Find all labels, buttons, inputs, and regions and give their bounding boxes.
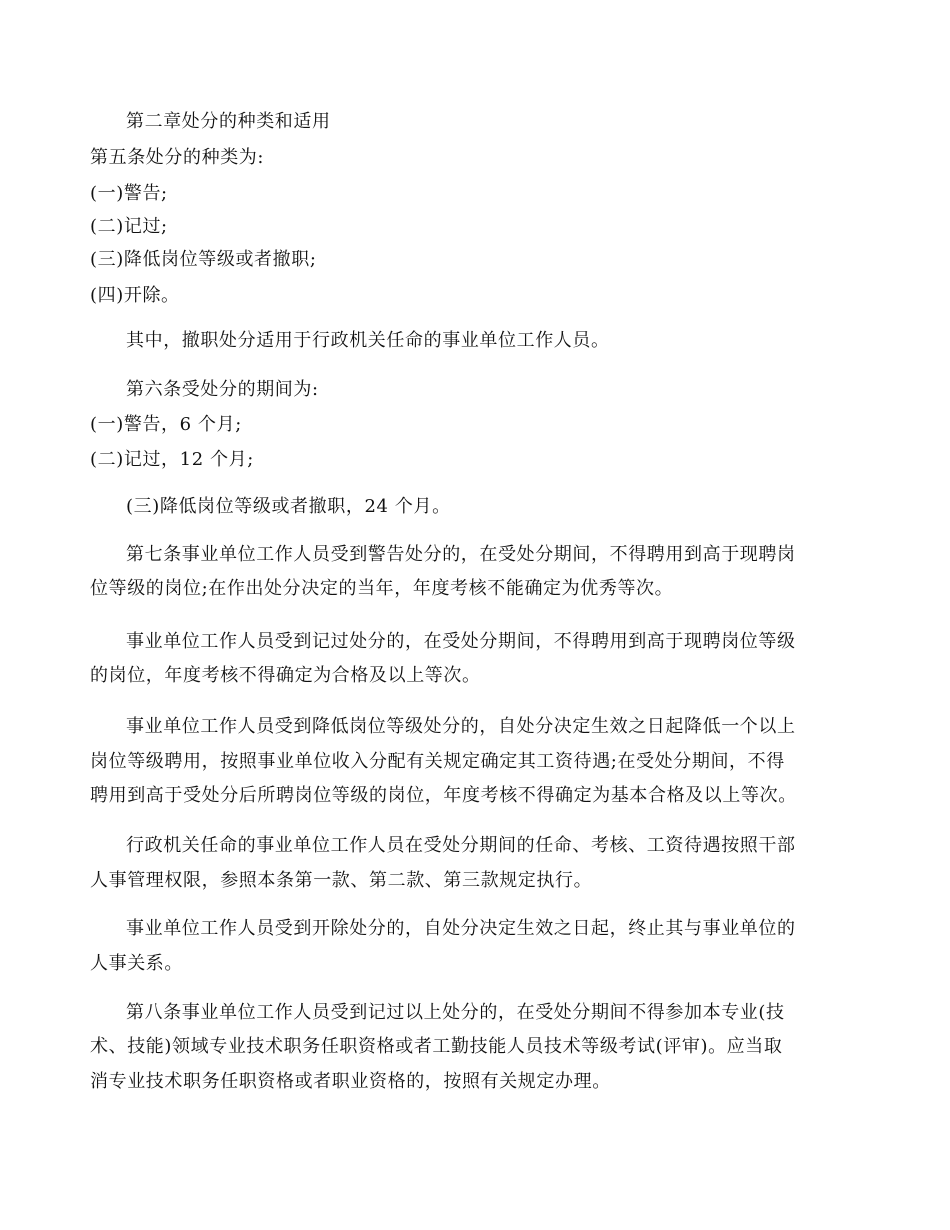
list-item: (三)降低岗位等级或者撤职; bbox=[90, 249, 317, 270]
paragraph-line: 术、技能)领域专业技术职务任职资格或者工勤技能人员技术等级考试(评审)。应当取 bbox=[90, 1036, 783, 1057]
chapter-heading: 第二章处分的种类和适用 bbox=[126, 111, 331, 132]
list-item: (四)开除。 bbox=[90, 285, 180, 306]
paragraph: 其中，撤职处分适用于行政机关任命的事业单位工作人员。 bbox=[126, 330, 610, 351]
paragraph-line: 事业单位工作人员受到记过处分的，在受处分期间，不得聘用到高于现聘岗位等级 bbox=[126, 631, 796, 652]
article-6-heading: 第六条受处分的期间为: bbox=[126, 379, 319, 400]
paragraph-line: 第八条事业单位工作人员受到记过以上处分的，在受处分期间不得参加本专业(技 bbox=[126, 1002, 785, 1023]
list-item: (一)警告，6 个月; bbox=[90, 414, 242, 435]
list-item: (三)降低岗位等级或者撤职，24 个月。 bbox=[126, 496, 451, 517]
paragraph-line: 人事管理权限，参照本条第一款、第二款、第三款规定执行。 bbox=[90, 870, 593, 891]
paragraph-line: 消专业技术职务任职资格或者职业资格的，按照有关规定办理。 bbox=[90, 1071, 611, 1092]
paragraph-line: 人事关系。 bbox=[90, 953, 183, 974]
paragraph-line: 第七条事业单位工作人员受到警告处分的，在受处分期间，不得聘用到高于现聘岗 bbox=[126, 544, 796, 565]
paragraph-line: 岗位等级聘用，按照事业单位收入分配有关规定确定其工资待遇;在受处分期间，不得 bbox=[90, 751, 785, 772]
list-item: (二)记过; bbox=[90, 216, 168, 237]
paragraph-line: 聘用到高于受处分后所聘岗位等级的岗位，年度考核不得确定为基本合格及以上等次。 bbox=[90, 785, 797, 806]
paragraph-line: 的岗位，年度考核不得确定为合格及以上等次。 bbox=[90, 665, 481, 686]
paragraph-line: 位等级的岗位;在作出处分决定的当年，年度考核不能确定为优秀等次。 bbox=[90, 578, 674, 599]
paragraph-line: 事业单位工作人员受到降低岗位等级处分的，自处分决定生效之日起降低一个以上 bbox=[126, 716, 796, 737]
paragraph-line: 行政机关任命的事业单位工作人员在受处分期间的任命、考核、工资待遇按照干部 bbox=[126, 835, 796, 856]
list-item: (二)记过，12 个月; bbox=[90, 449, 254, 470]
list-item: (一)警告; bbox=[90, 183, 168, 204]
article-5-heading: 第五条处分的种类为: bbox=[90, 147, 265, 168]
paragraph-line: 事业单位工作人员受到开除处分的，自处分决定生效之日起，终止其与事业单位的 bbox=[126, 918, 796, 939]
